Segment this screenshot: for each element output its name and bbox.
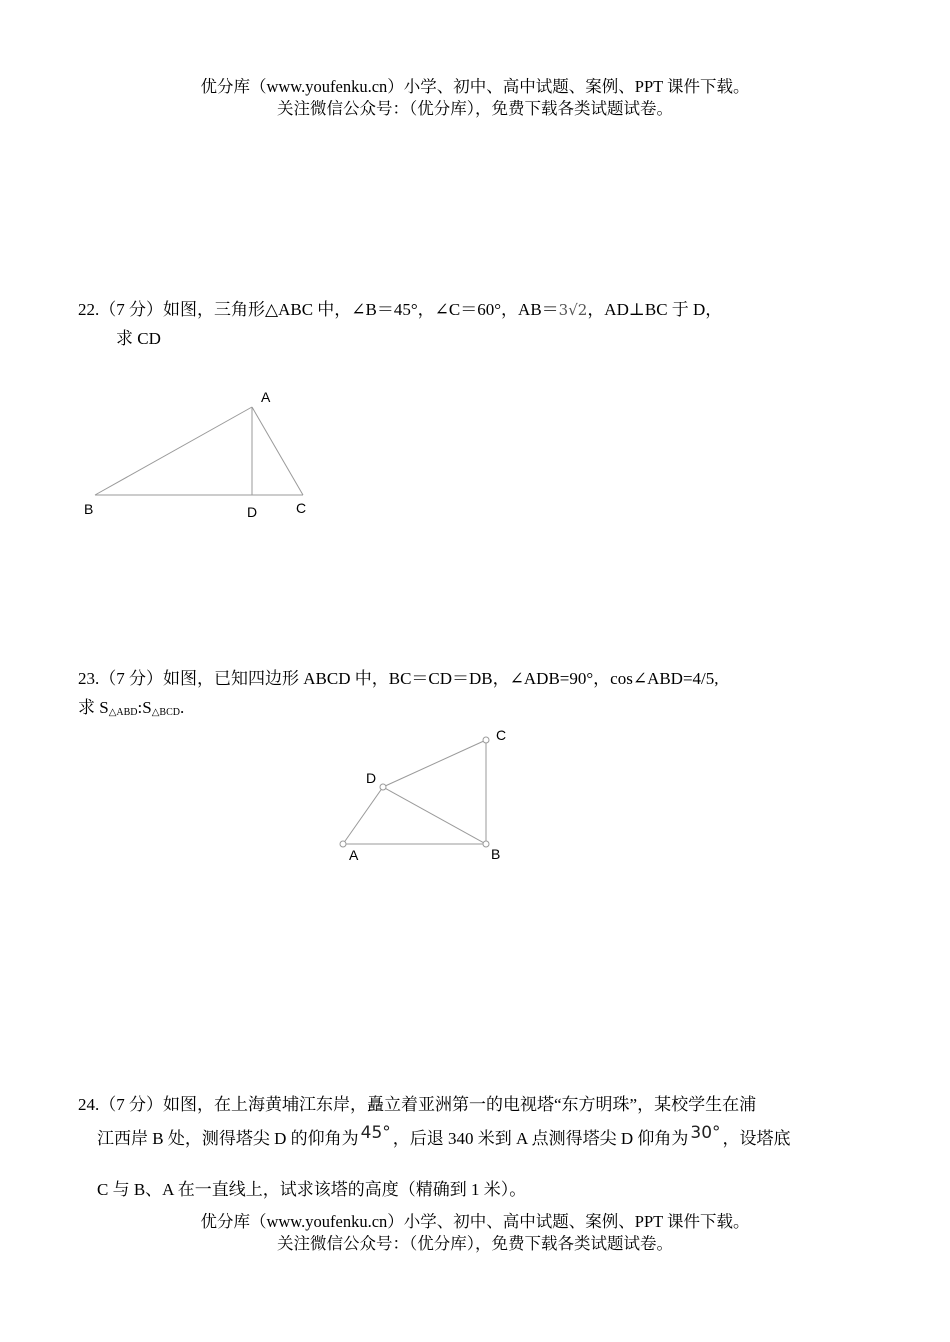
- q23-line-2-mid: :S: [137, 698, 152, 717]
- q23-side-cd: [383, 740, 486, 787]
- q23-point-d: [380, 784, 386, 790]
- q23-line-2-prefix: 求 S: [78, 698, 109, 717]
- q23-line-2: [78, 696, 184, 725]
- q23-sub-bcd: △BCD: [151, 707, 180, 718]
- q24-line-2-c: ，设塔底: [722, 1129, 791, 1148]
- q23-label-a: A: [349, 847, 359, 862]
- q22-label-a: A: [261, 389, 271, 405]
- q22-sqrt-expr: 3√2: [558, 301, 588, 319]
- q23-label-d: D: [366, 770, 377, 786]
- q23-point-a: [340, 841, 346, 847]
- q24-line-1: 24.（7 分）如图，在上海黄埔江东岸，矗立着亚洲第一的电视塔“东方明珠”，某校学生在浦: [78, 1095, 757, 1114]
- q23-label-b: B: [491, 846, 501, 862]
- q22-side-ab: [95, 407, 252, 495]
- page-header: [0, 76, 950, 120]
- footer-line-2: 关注微信公众号：（优分库），免费下载各类试题试卷。: [277, 1234, 673, 1253]
- q22-line-2: 求 CD: [116, 329, 161, 348]
- page-footer: [0, 1211, 950, 1255]
- q22-label-d: D: [247, 504, 258, 520]
- q24-line-2: [97, 1123, 791, 1151]
- q22-label-c: C: [296, 500, 307, 516]
- q23-line-1: 23.（7 分）如图，已知四边形 ABCD 中，BC＝CD＝DB，∠ADB=90°，cos∠ABD=4/5,: [78, 669, 719, 688]
- q23-side-da: [343, 787, 383, 844]
- q23-point-b: [483, 841, 489, 847]
- q22-line-1: [78, 298, 722, 322]
- q22-text-a: 22.（7 分）如图，三角形△ABC 中，∠B＝45°，∠C＝60°，AB＝: [78, 300, 559, 319]
- footer-line-1: 优分库（www.youfenku.cn）小学、初中、高中试题、案例、PPT 课件下载。: [200, 1212, 750, 1231]
- q23-sub-abd: △ABD: [108, 707, 138, 718]
- q24-line-2-a: 江西岸 B 处，测得塔尖 D 的仰角为: [97, 1129, 359, 1148]
- q22-label-b: B: [84, 501, 94, 517]
- q23-quadrilateral-figure: [330, 722, 520, 862]
- q23-diagonal-db: [383, 787, 486, 844]
- q22-text-b: ，AD⊥BC 于 D，: [587, 300, 723, 319]
- q22-side-ac: [252, 407, 303, 495]
- q24-angle-45: 45°: [360, 1123, 391, 1143]
- q23-label-c: C: [496, 727, 507, 743]
- q23-point-c: [483, 737, 489, 743]
- header-line-1: 优分库（www.youfenku.cn）小学、初中、高中试题、案例、PPT 课件下载。: [200, 77, 750, 96]
- q24-line-2-b: ，后退 340 米到 A 点测得塔尖 D 仰角为: [392, 1129, 689, 1148]
- q24-line-3: C 与 B、A 在一直线上，试求该塔的高度（精确到 1 米）。: [97, 1180, 527, 1199]
- header-line-2: 关注微信公众号：（优分库），免费下载各类试题试卷。: [277, 99, 673, 118]
- q24-angle-30: 30°: [690, 1123, 721, 1143]
- q23-line-2-suffix: .: [179, 698, 185, 717]
- q22-triangle-figure: [75, 382, 335, 532]
